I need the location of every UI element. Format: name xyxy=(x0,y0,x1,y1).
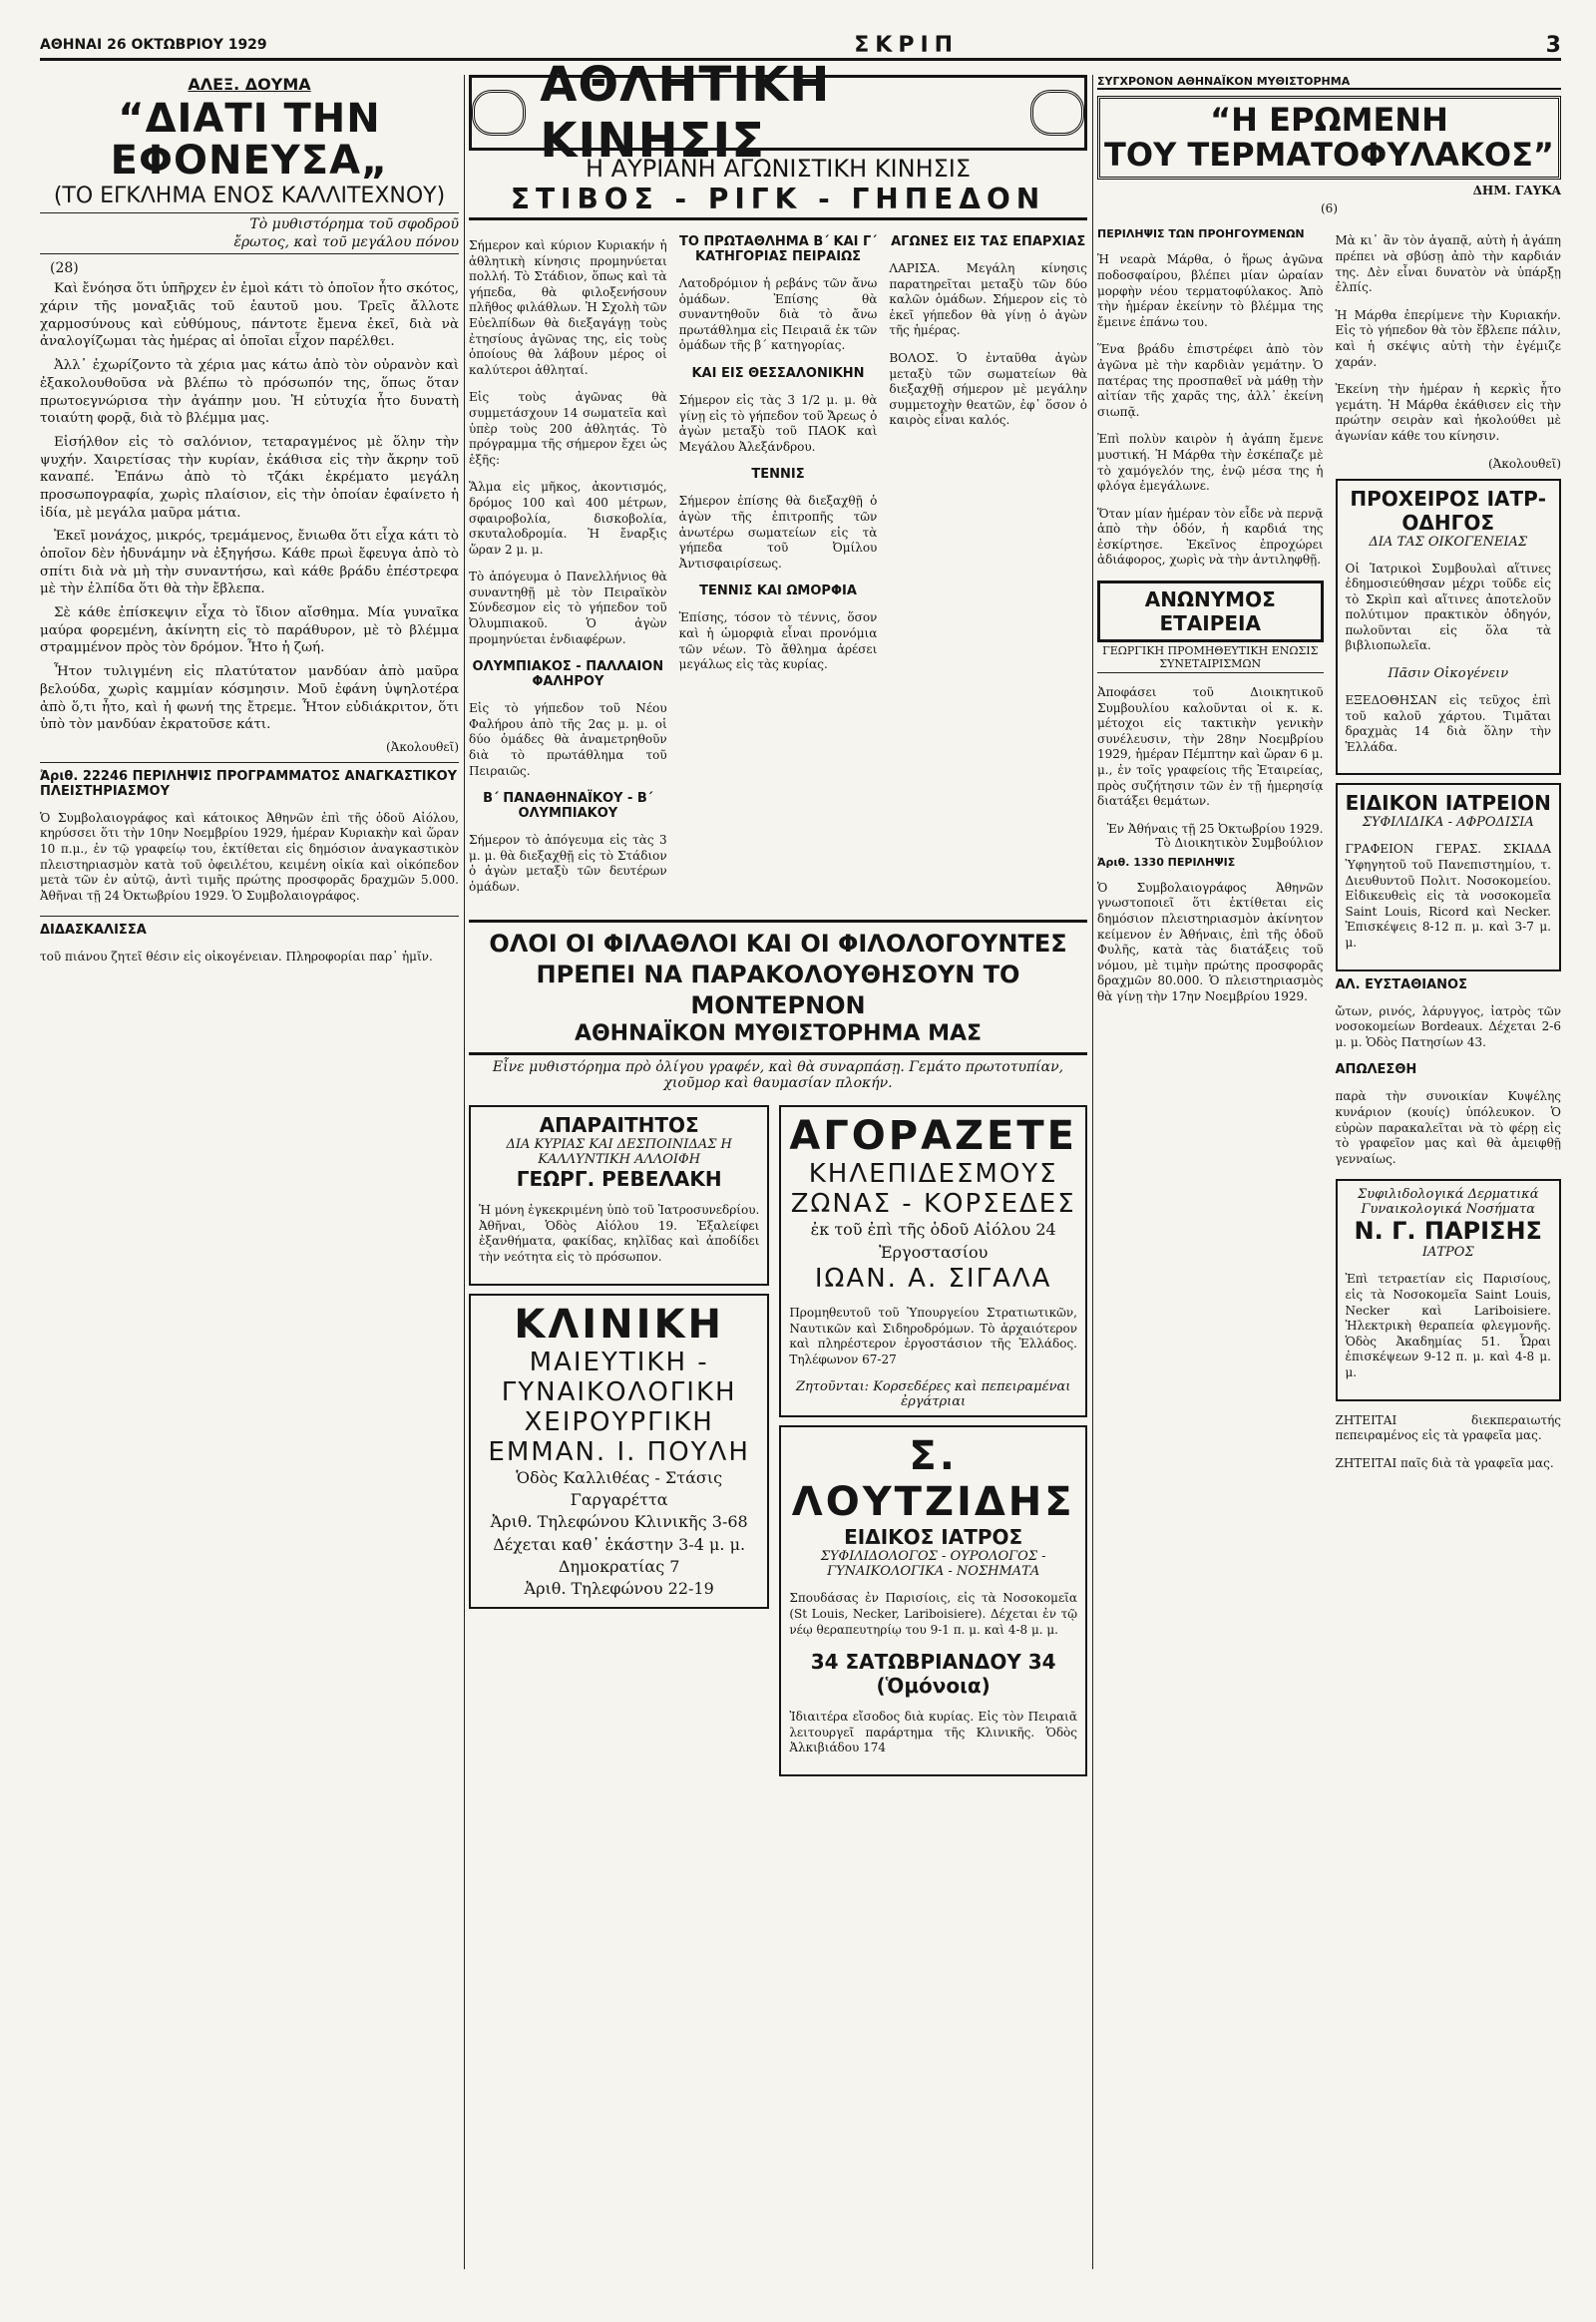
classified-head: ΔΙΔΑΣΚΑΛΙΣΣΑ xyxy=(40,923,147,939)
serial2-chapter: (6) xyxy=(1321,201,1338,216)
corset-head: ΑΓΟΡΑΖΕΤΕ xyxy=(789,1113,1077,1160)
serial2-left xyxy=(1097,221,1324,1483)
serial-paragraph: Σὲ κάθε ἐπίσκεψιν εἶχα τὸ ἴδιον αἴσθημα. Μία γυναῖκα μαύρα φορεμένη, ἀκίνητη εἰς τὸ παράθυρον, μὲ τὸ βλέμμα στραμμένον πρὸς τὸν δρόμον. Ἦτο ἡ ζωή. xyxy=(40,605,459,656)
sports-paragraph: Εἰς τοὺς ἀγῶνας θὰ συμμετάσχουν 14 σωματεῖα καὶ ὑπὲρ τοὺς 200 ἀθλητάς. Τὸ πρόγραμμα τῆς σήμερον ἔχει ὡς ἑξῆς: xyxy=(469,390,667,467)
corset-sub: ΚΗΛΕΠΙΔΕΣΜΟΥΣ xyxy=(808,1159,1058,1190)
right-column xyxy=(1097,75,1561,1483)
page-number: 3 xyxy=(1545,32,1561,58)
serial-column xyxy=(40,75,459,977)
eustathianos-text: ὤτων, ρινός, λάρυγγος, ἰατρὸς τῶν νοσοκομείων Bordeaux. Δέχεται 2-6 μ. μ. Ὁδὸς Πατησίων 43. xyxy=(1335,1003,1561,1049)
parisis-ad xyxy=(1336,1179,1562,1400)
parisis-text: Ἐπὶ τετραετίαν εἰς Παρισίους, εἰς τὰ Νοσοκομεῖα Saint Louis, Necker καὶ Lariboisiere. Ἠλεκτρικὴ θεραπεία φλεγμονῆς. Ὁδὸς Ἀκαδημίας 51. Ὧραι ἐπισκέψεων 9-12 π. μ. καὶ 4-8 μ. μ. xyxy=(1345,1272,1551,1379)
serial-chapter: (28) xyxy=(50,260,79,277)
special-clinic-ad xyxy=(1336,783,1562,970)
serial2-summary-head: ΠΕΡΙΛΗΨΙΣ ΤΩΝ ΠΡΟΗΓΟΥΜΕΝΩΝ xyxy=(1097,227,1305,241)
eustathianos-head: ΑΛ. ΕΥΣΤΑΘΙΑΝΟΣ xyxy=(1335,976,1467,992)
loutzidis-name: Σ. ΛΟΥΤΖΙΔΗΣ xyxy=(791,1433,1075,1526)
sports-paragraph: Τὸ ἀπόγευμα ὁ Πανελλήνιος θὰ συναντηθῇ μὲ τὸν Πειραϊκὸν Σύνδεσμον εἰς τὸ γήπεδον τοῦ Ὀλυμπιακοῦ. Ὁ ἀγὼν προμηνύεται ἐνδιαφέρων. xyxy=(469,570,667,646)
clinic-ad xyxy=(469,1294,769,1609)
revelakis-head: ΑΠΑΡΑΙΤΗΤΟΣ xyxy=(539,1113,699,1138)
serial2-paragraph: Μὰ κι᾽ ἂν τὸν ἀγαπᾷ, αὐτὴ ἡ ἀγάπη πρέπει νὰ σβύσῃ ἀπὸ τὴν καρδιάν της. Δὲν εἶναι δυνατὸν νὰ ὑπάρξῃ ἐλπίς. xyxy=(1335,233,1561,295)
masthead-title: ΣΚΡΙΠ xyxy=(854,32,960,58)
sports-subtitle-2: ΣΤΙΒΟΣ - ΡΙΓΚ - ΓΗΠΕΔΟΝ xyxy=(469,183,1087,220)
serial-subtitle: (ΤΟ ΕΓΚΛΗΜΑ ΕΝΟΣ ΚΑΛΛΙΤΕΧΝΟΥ) xyxy=(53,184,446,208)
clinic-sub: ΜΑΙΕΥΤΙΚΗ - ΓΥΝΑΙΚΟΛΟΓΙΚΗ xyxy=(501,1347,737,1407)
corset-address: ἐκ τοῦ ἐπὶ τῆς ὁδοῦ Αἰόλου 24 Ἐργοστασίου xyxy=(810,1220,1056,1262)
ornament-icon xyxy=(472,90,526,136)
serial-continued: (Ἀκολουθεῖ) xyxy=(385,739,459,754)
classified-1: ΖΗΤΕΙΤΑΙ διεκπεραιωτής πεπειραμένος εἰς τὰ γραφεῖα μας. xyxy=(1335,1412,1561,1443)
serial2-title-line: “Η ΕΡΩΜΕΝΗ xyxy=(1210,101,1448,139)
sports-banner-title: ΑΘΛΗΤΙΚΗ ΚΙΝΗΣΙΣ xyxy=(540,57,831,169)
serial2-paragraph: Ἡ νεαρὰ Μάρθα, ὁ ἥρως ἀγῶνα ποδοσφαίρου, βλέπει μίαν ὡραίαν μορφὴν νέου τερματοφύλακος. Ἀπὸ τὴν ἡμέραν ἐκείνην τὸ βλέμμα της ἔμεινε ἐπάνω του. xyxy=(1097,252,1324,329)
assoc-signature: Ἐν Ἀθήναις τῇ 25 Ὀκτωβρίου 1929. Τὸ Διοικητικὸν Συμβούλιον xyxy=(1106,821,1324,850)
corset-ad xyxy=(779,1105,1087,1417)
urgent-text: Οἱ Ἰατρικοὶ Συμβουλαὶ αἵτινες ἐδημοσιεύθησαν μέχρι τοῦδε εἰς τὸ Σκρὶπ καὶ αἵτινες ἀποτελοῦν πολύτιμον πρακτικὸν ὁδηγόν, πωλοῦνται εἰς ὅλα τὰ βιβλιοπωλεῖα. xyxy=(1345,561,1551,653)
sports-section-head: ΚΑΙ ΕΙΣ ΘΕΣΣΑΛΟΝΙΚΗΝ xyxy=(691,365,865,381)
serial-author: ΑΛΕΞ. ΔΟΥΜΑ xyxy=(188,75,311,94)
promo-line: ΠΡΕΠΕΙ ΝΑ ΠΑΡΑΚΟΛΟΥΘΗΣΟΥΝ ΤΟ ΜΟΝΤΕΡΝΟΝ xyxy=(536,960,1020,1019)
sports-paragraph: Ἐπίσης, τόσον τὸ τέννις, ὅσον καὶ ἡ ὡμορφιὰ εἶναι προνόμια τῶν νέων. Τὸ ἄθλημα ἀρέσει μεγάλως εἰς τὰς κυρίας. xyxy=(678,610,878,672)
sports-body xyxy=(469,226,1087,908)
clinic-hours: Δέχεται καθ᾽ ἑκάστην 3-4 μ. μ. xyxy=(493,1534,746,1554)
corset-text: Προμηθευτοῦ τοῦ Ὑπουργείου Στρατιωτικῶν, Ναυτικῶν καὶ Σιδηροδρόμων. Τὸ ἀρχαιότερον καὶ πληρέστερον ἐργοστάσιον τῆς Ἑλλάδος. Τηλέφωνον 67-27 xyxy=(789,1305,1077,1366)
ads-right xyxy=(779,1097,1087,1776)
sports-paragraph: Σήμερον ἐπίσης θὰ διεξαχθῇ ὁ ἀγὼν τῆς ἐπιτροπῆς τῶν ἀνωτέρω σωματείων εἰς τὰ γήπεδα τοῦ Ὀμίλου Ἀντισφαιρίσεως. xyxy=(678,494,878,571)
clinic-name: ΕΜΜΑΝ. Ι. ΠΟΥΛΗ xyxy=(488,1436,750,1467)
ornament-icon xyxy=(1030,90,1084,136)
assoc-title: ΑΝΩΝΥΜΟΣ ΕΤΑΙΡΕΙΑ xyxy=(1097,580,1324,642)
urgent-name: Πᾶσιν Οἰκογένειν xyxy=(1388,666,1509,682)
sports-section-head: ΑΓΩΝΕΣ ΕΙΣ ΤΑΣ ΕΠΑΡΧΙΑΣ xyxy=(891,234,1086,249)
promo-tail: Εἶνε μυθιστόρημα πρὸ ὀλίγου γραφέν, καὶ θὰ συναρπάσῃ. Γεμάτο πρωτοτυπίαν, χιοῦμορ καὶ θαυμασίαν πλοκήν. xyxy=(492,1059,1064,1092)
sports-section-head: Β΄ ΠΑΝΑΘΗΝΑΪΚΟΥ - Β΄ ΟΛΥΜΠΙΑΚΟΥ xyxy=(483,791,653,822)
serial2-body xyxy=(1097,221,1561,1483)
newspaper-page xyxy=(40,30,1561,2304)
serial2-paragraph: Ἡ Μάρθα ἐπερίμενε τὴν Κυριακήν. Εἰς τὸ γήπεδον θὰ τὸν ἔβλεπε πάλιν, καὶ ἡ σκέψις αὐτὴ τὴν ἐγέμιζε χαράν. xyxy=(1335,307,1561,369)
serial-paragraph: Ἦτον τυλιγμένη εἰς πλατύτατον μανδύαν ἀπὸ μαῦρα βελούδα, χωρὶς καμμίαν κόσμησιν. Μοῦ ἐφάνη ὑψηλοτέρα ἀπὸ ὅ,τι ἦτο, καὶ ἡ φωνή της ἔτρεμε. Ἦτον εὐδιάκριτον, ὅτι ὑπὸ τὸν μανδύαν ἐκρατοῦσε κάτι. xyxy=(40,664,459,733)
sports-left xyxy=(469,226,667,908)
serial-paragraph: Ἀλλ᾽ ἐχωρίζοντο τὰ χέρια μας κάτω ἀπὸ τὸν οὐρανὸν καὶ ἐξακολουθοῦσα νὰ βλέπω τὸ πρόσωπόν της, ὅπως ὅταν πρωτοεγνώρισα τὴν ἀγάπην μου. Ἡ εὐτυχία ἦτο δυνατὴ τοιαύτη φορᾷ, διὰ τὸ βλέμμα μας. xyxy=(40,358,459,427)
serial2-right xyxy=(1336,221,1562,1483)
column-divider xyxy=(1092,75,1093,2269)
loutzidis-text: Σπουδάσας ἐν Παρισίοις, εἰς τὰ Νοσοκομεῖα (St Louis, Necker, Lariboisiere). Δέχεται ἐν τῷ νέῳ θεραπευτηρίῳ του 9-1 π. μ. καὶ 4-8 μ. μ. xyxy=(789,1591,1077,1637)
assoc-subtitle: ΓΕΩΡΓΙΚΗ ΠΡΟΜΗΘΕΥΤΙΚΗ ΕΝΩΣΙΣ ΣΥΝΕΤΑΙΡΙΣΜΩΝ xyxy=(1097,642,1324,673)
serial2-continued: (Ἀκολουθεῖ) xyxy=(1487,456,1561,471)
urgent-text-2: ΕΞΕΔΟΘΗΣΑΝ εἰς τεῦχος ἐπὶ τοῦ καλοῦ χάρτου. Τιμᾶται δραχμὰς 14 διὰ ὅλην τὴν Ἑλλάδα. xyxy=(1345,693,1551,754)
clinic-head: ΚΛΙΝΙΚΗ xyxy=(514,1301,724,1348)
sports-section-head: ΟΛΥΜΠΙΑΚΟΣ - ΠΑΛΛΑΙΟΝ ΦΑΛΗΡΟΥ xyxy=(472,659,664,690)
auction2-text: Ὁ Συμβολαιογράφος Ἀθηνῶν γνωστοποιεῖ ὅτι ἐκτίθεται εἰς δημόσιον πλειστηριασμὸν ἀκίνητον κείμενον ἐν Ἀθήναις, ἐπὶ τῆς ὁδοῦ Φυλῆς, κατὰ τὰς διατάξεις τοῦ νόμου, μὲ τιμὴν πρώτης προσφορᾶς δραχμῶν 80.000. Ὁ πλειστηριασμὸς θὰ γίνῃ τὴν 17ην Νοεμβρίου 1929. xyxy=(1097,880,1324,1003)
serial2-kicker: ΣΥΓΧΡΟΝΟΝ ΑΘΗΝΑΪΚΟΝ ΜΥΘΙΣΤΟΡΗΜΑ xyxy=(1097,75,1561,90)
corset-footer: Ζητοῦνται: Κορσεδέρες καὶ πεπειραμέναι ἐργάτριαι xyxy=(795,1379,1071,1410)
clinic-phone: Ἀριθ. Τηλεφώνου Κλινικῆς 3-68 xyxy=(490,1512,748,1532)
sports-paragraph: Λατοδρόμιον ἡ ρεβάνς τῶν ἄνω ὁμάδων. Ἐπίσης θὰ συναντηθοῦν διὰ τὸ ἄνω πρωτάθλημα εἰς Πειραιᾶ ἐκ τῶν ὁμάδων τῆς β΄ κατηγορίας. xyxy=(678,276,878,353)
classified-2: ΖΗΤΕΙΤΑΙ παῖς διὰ τὰ γραφεῖα μας. xyxy=(1335,1455,1554,1470)
parisis-title: ΙΑΤΡΟΣ xyxy=(1421,1245,1474,1261)
clinic-address: Ὁδὸς Καλλιθέας - Στάσις Γαργαρέττα xyxy=(516,1467,723,1509)
urgent-head: ΠΡΟΧΕΙΡΟΣ ΙΑΤΡ-ΟΔΗΓΟΣ xyxy=(1350,486,1547,535)
special-clinic-text: ΓΡΑΦΕΙΟΝ ΓΕΡΑΣ. ΣΚΙΑΔΑ Ὑφηγητοῦ τοῦ Πανεπιστημίου, τ. Διευθυντοῦ Πολιτ. Νοσοκομείου. Εἰδικευθεὶς εἰς τὰ νοσοκομεῖα Saint Louis, Ricord καὶ Necker. Ἐπισκέψεις 8-12 π. μ. καὶ 3-7 μ. μ. xyxy=(1345,842,1551,950)
sports-right xyxy=(679,226,878,908)
ads-row xyxy=(469,1097,1087,1776)
lost-head: ΑΠΩΛΕΣΘΗ xyxy=(1335,1062,1417,1078)
auction-notice-text: Ὁ Συμβολαιογράφος καὶ κάτοικος Ἀθηνῶν ἐπὶ τῆς ὁδοῦ Αἰόλου, κηρύσσει ὅτι τὴν 10ην Νοεμβρίου 1929, ἡμέραν Κυριακὴν καὶ ὥραν 10 π.μ., ἐν τῷ γραφείῳ του, ἐκτίθεται εἰς δημόσιον ἀναγκαστικὸν πλειστηριασμὸν κατὰ τοῦ ὀφειλέτου, κειμένη οἰκία καὶ οἰκόπεδον μετὰ τῶν ἐν αὐτῷ, ἀντὶ τιμῆς πρώτης προσφορᾶς δραχμῶν 5.000. Ἀθῆναι τῇ 24 Ὀκτωβρίου 1929. Ὁ Συμβολαιογράφος. xyxy=(40,810,459,903)
serial-paragraph: Ἐκεῖ μονάχος, μικρός, τρεμάμενος, ἔνιωθα ὅτι εἶχα κάτι τὸ ὁποῖον δὲν ἠδυνάμην νὰ ἐξηγήσω. Κάθε πρωὶ ἔφευγα ἀπὸ τὸ σπίτι διὰ νὰ μὴ τὴν συναντήσω, καὶ κάθε βράδυ ἐπέστρεφα μὲ τὴν ἐλπίδα ὅτι θὰ τὴν ἔβλεπα. xyxy=(40,529,459,597)
serial-paragraph: Καὶ ἔνόησα ὅτι ὑπῆρχεν ἐν ἐμοὶ κάτι τὸ ὁποῖον ἦτο σκότος, χάριν τῆς μοναξιᾶς τοῦ ἑαυτοῦ μου. Τρεῖς ἄλλοτε χαρμοσύνους καὶ εὐθύμους, πάντοτε ἔμενα ἐκεῖ, διὰ νὰ ἀναλογίζωμαι τὰς ἡμέρας αἱ ὁποῖαι εἶχον παρέλθει. xyxy=(40,281,459,350)
auction2-head: Ἀριθ. 1330 ΠΕΡΙΛΗΨΙΣ xyxy=(1097,855,1236,869)
corset-sub: ΖΩΝΑΣ - ΚΟΡΣΕΔΕΣ xyxy=(790,1189,1076,1220)
assoc-text: Ἀποφάσει τοῦ Διοικητικοῦ Συμβουλίου καλοῦνται οἱ κ. κ. μέτοχοι εἰς τακτικὴν γενικὴν συνέλευσιν, τὴν 28ην Νοεμβρίου 1929, ἡμέραν Πέμπτην καὶ ὥραν 6 μ. μ., ἐν τοῖς γραφείοις τῆς Ἑταιρείας, πρὸς συζήτησιν τῶν ἐν τῇ ἡμερησίᾳ διατάξει θεμάτων. xyxy=(1097,685,1324,809)
parisis-name: Ν. Γ. ΠΑΡΙΣΗΣ xyxy=(1354,1217,1542,1246)
lost-text: παρὰ τὴν συνοικίαν Κυψέλης κυνάριον (κουίς) ὑπόλευκον. Ὁ εὑρὼν παρακαλεῖται νὰ τὸ φέρῃ εἰς τὸ γραφεῖον μας καὶ θὰ ἀμειφθῇ γενναίως. xyxy=(1335,1089,1561,1166)
revelakis-name: ΓΕΩΡΓ. ΡΕΒΕΛΑΚΗ xyxy=(516,1167,722,1192)
serial-paragraph: Εἰσήλθον εἰς τὸ σαλόνιον, τεταραγμένος μὲ ὅλην τὴν ψυχήν. Χαιρετίσας τὴν κυρίαν, ἐκάθισα εἰς τὴν ἄκρην τοῦ καναπέ. Ἐπάνω ἀπὸ τὸ τζάκι ἐκρέματο μεγάλη προσωπογραφία, χωρὶς πλαίσιον, εἰς τὴν ὁποίαν ἐφαίνετο ἡ ἰδία, μὲ μεγάλα μαῦρα μάτια. xyxy=(40,434,459,521)
serial2-paragraph: Ἕνα βράδυ ἐπιστρέφει ἀπὸ τὸν ἀγῶνα μὲ τὴν καρδιὰν γεμάτην. Ὁ πατέρας της προσπαθεῖ νὰ μάθῃ τὴν αἰτίαν τῆς χαρᾶς της, ἀλλ᾽ ἐκείνη σιωπᾷ. xyxy=(1097,342,1324,419)
ads-left xyxy=(469,1097,769,1776)
revelakis-text: Ἡ μόνη ἐγκεκριμένη ὑπὸ τοῦ Ἰατροσυνεδρίου. Ἀθῆναι, Ὁδὸς Αἰόλου 19. Ἐξαλείφει ἐξανθήματα, φακίδας, κηλῖδας καὶ ἀποδίδει τὴν νεότητα εἰς τὸ πρόσωπον. xyxy=(479,1203,760,1264)
sports-subtitle: Η ΑΥΡΙΑΝΗ ΑΓΩΝΙΣΤΙΚΗ ΚΙΝΗΣΙΣ xyxy=(585,155,972,183)
sports-paragraph: ΒΟΛΟΣ. Ὁ ἐνταῦθα ἀγὼν μεταξὺ τῶν σωματείων θὰ διεξαχθῇ σήμερον μὲ μεγάλην συμμετοχὴν θεατῶν, ἐφ᾽ ὅσον ὁ καιρὸς εἶναι καλός. xyxy=(889,350,1088,428)
sports-side xyxy=(889,226,1087,908)
loutzidis-specialty: ΣΥΦΙΛΙΔΟΛΟΓΟΣ - ΟΥΡΟΛΟΓΟΣ - ΓΥΝΑΙΚΟΛΟΓΙΚΑ - ΝΟΣΗΜΑΤΑ xyxy=(820,1549,1046,1580)
loutzidis-ad xyxy=(779,1425,1087,1776)
clinic-sub: ΧΕΙΡΟΥΡΓΙΚΗ xyxy=(524,1406,714,1437)
clinic-phone-2: Ἀριθ. Τηλεφώνου 22-19 xyxy=(524,1579,714,1599)
masthead-date: ΑΘΗΝΑΙ 26 ΟΚΤΩΒΡΙΟΥ 1929 xyxy=(40,37,267,53)
urgent-sub: ΔΙΑ ΤΑΣ ΟΙΚΟΓΕΝΕΙΑΣ xyxy=(1369,534,1528,550)
promo-line: ΑΘΗΝΑΪΚΟΝ ΜΥΘΙΣΤΟΡΗΜΑ ΜΑΣ xyxy=(574,1021,983,1047)
serial-deck xyxy=(40,212,459,254)
loutzidis-title: ΕΙΔΙΚΟΣ ΙΑΤΡΟΣ xyxy=(844,1525,1023,1550)
classified-text: τοῦ πιάνου ζητεῖ θέσιν εἰς οἰκογένειαν. Πληροφορίαι παρ᾽ ἡμῖν. xyxy=(40,950,433,965)
revelakis-sub: ΔΙΑ ΚΥΡΙΑΣ ΚΑΙ ΔΕΣΠΟΙΝΙΔΑΣ Η ΚΑΛΛΥΝΤΙΚΗ ΑΛΛΟΙΦΗ xyxy=(506,1137,732,1168)
sports-section-head: ΤΕΝΝΙΣ ΚΑΙ ΩΜΟΡΦΙΑ xyxy=(699,583,857,599)
special-clinic-head: ΕΙΔΙΚΟΝ ΙΑΤΡΕΙΟΝ xyxy=(1345,791,1551,816)
corset-name: ΙΩΑΝ. Α. ΣΙΓΑΛΑ xyxy=(814,1263,1052,1294)
serial2-paragraph: Ἐπὶ πολὺν καιρὸν ἡ ἀγάπη ἔμενε μυστική. Ἡ Μάρθα τὴν ἐσκέπαζε μὲ τὸ χαμόγελόν της, ἐνῷ μέσα της ἡ φλόγα ἐμεγάλωνε. xyxy=(1097,432,1324,494)
sports-section-head: ΤΟ ΠΡΩΤΑΘΛΗΜΑ Β΄ ΚΑΙ Γ΄ ΚΑΤΗΓΟΡΙΑΣ ΠΕΙΡΑΙΩΣ xyxy=(678,234,878,264)
sports-paragraph: Σήμερον τὸ ἀπόγευμα εἰς τὰς 3 μ. μ. θὰ διεξαχθῇ εἰς τὸ Στάδιον ὁ ἀγὼν μεταξὺ τῶν δευτέρων ὁμάδων. xyxy=(469,833,667,894)
promo-line: ΟΛΟΙ ΟΙ ΦΙΛΑΘΛΟΙ ΚΑΙ ΟΙ ΦΙΛΟΛΟΓΟΥΝΤΕΣ xyxy=(489,929,1067,958)
sports-section-head: ΤΕΝΝΙΣ xyxy=(751,467,805,483)
serial2-title xyxy=(1097,96,1561,180)
sports-paragraph: Σήμερον εἰς τὰς 3 1/2 μ. μ. θὰ γίνῃ εἰς τὸ γήπεδον τοῦ Ἄρεως ὁ ἀγὼν μεταξὺ τοῦ ΠΑΟΚ καὶ Μεγάλου Ἀλεξάνδρου. xyxy=(678,392,878,454)
loutzidis-footer: Ἰδιαιτέρα εἴσοδος διὰ κυρίας. Εἰς τὸν Πειραιᾶ λειτουργεῖ παράρτημα τῆς Κλινικῆς. Ὁδὸς Ἀλκιβιάδου 174 xyxy=(789,1710,1077,1755)
clinic-address-2: Δημοκρατίας 7 xyxy=(558,1557,680,1577)
serial-deck-line: ἔρωτος, καὶ τοῦ μεγάλου πόνου xyxy=(233,234,459,251)
special-clinic-sub: ΣΥΦΙΛΙΔΙΚΑ - ΑΦΡΟΔΙΣΙΑ xyxy=(1362,815,1534,831)
revelakis-ad xyxy=(469,1105,769,1285)
serial-title: “ΔΙΑΤΙ ΤΗΝ ΕΦΟΝΕΥΣΑ„ xyxy=(110,96,389,184)
loutzidis-address: 34 ΣΑΤΩΒΡΙΑΝΔΟΥ 34 (Ὁμόνοια) xyxy=(810,1650,1056,1699)
notice-divider xyxy=(40,762,459,763)
notice-divider xyxy=(40,916,459,917)
sports-paragraph: ΛΑΡΙΣΑ. Μεγάλη κίνησις παρατηρεῖται μεταξὺ τῶν δύο καλῶν ὁμάδων. Σήμερον εἰς τὸ ἐκεῖ γήπεδον θὰ γίνῃ ὁ ἀγὼν τῆς ἡμέρας. xyxy=(889,261,1088,338)
sports-paragraph: Ἅλμα εἰς μῆκος, ἀκοντισμός, δρόμος 100 καὶ 400 μέτρων, σφαιροβολία, δισκοβολία, σκυταλοδρομία. Ἡ ἔναρξις ὥραν 2 μ. μ. xyxy=(469,480,667,557)
serial-promo xyxy=(469,920,1087,1056)
parisis-kicker: Συφιλιδολογικά Δερματικά Γυναικολογικά Νοσήματα xyxy=(1358,1187,1539,1218)
masthead xyxy=(40,30,1561,60)
serial2-paragraph: Ὅταν μίαν ἡμέραν τὸν εἶδε νὰ περνᾷ ἀπὸ τὴν ὁδόν, ἡ καρδιά της ἐσκίρτησε. Ἐκεῖνος ἐπροχώρει ἀδιάφορος, χωρὶς νὰ τὴν ἀντιληφθῇ. xyxy=(1097,506,1324,568)
serial2-title-line: ΤΟΥ ΤΕΡΜΑΤΟΦΥΛΑΚΟΣ” xyxy=(1104,136,1554,175)
column-divider xyxy=(464,75,465,2269)
serial2-paragraph: Ἐκείνη τὴν ἡμέραν ἡ κερκὶς ἦτο γεμάτη. Ἡ Μάρθα ἐκάθισεν εἰς τὴν πρώτην σειρὰν καὶ ἠκολούθει μὲ ἀγωνίαν κάθε του κίνησιν. xyxy=(1335,382,1561,443)
sports-column xyxy=(469,57,1088,1776)
sports-paragraph: Εἰς τὸ γήπεδον τοῦ Νέου Φαλήρου ἀπὸ τῆς 2ας μ. μ. οἱ δύο ὁμάδες θὰ ἀναμετρηθοῦν διὰ τὸ πρωτάθλημα τοῦ Πειραιῶς. xyxy=(469,701,667,778)
urgent-guide-ad xyxy=(1336,479,1562,776)
auction-notice-head: Ἀριθ. 22246 ΠΕΡΙΛΗΨΙΣ ΠΡΟΓΡΑΜΜΑΤΟΣ ΑΝΑΓΚΑΣΤΙΚΟΥ ΠΛΕΙΣΤΗΡΙΑΣΜΟΥ xyxy=(40,768,458,799)
sports-paragraph: Σήμερον καὶ κύριον Κυριακήν ἡ ἀθλητικὴ κίνησις προμηνύεται πολλή. Τὸ Στάδιον, ὅπως καὶ τὰ γήπεδα, θὰ φιλοξενήσουν πλῆθος φιλάθλων. Ἡ Σχολὴ τῶν Εὐελπίδων θὰ διεξαγάγῃ τοὺς ἐτησίους ἀγῶνας της, εἰς τοὺς ὁποίους θὰ λάβουν μέρος οἱ καλύτεροι ἀθληταί. xyxy=(469,238,667,377)
serial2-author: ΔΗΜ. ΓΑΥΚΑ xyxy=(1472,184,1561,198)
serial-deck-line: Τὸ μυθιστόρημα τοῦ σφοδροῦ xyxy=(249,216,459,232)
